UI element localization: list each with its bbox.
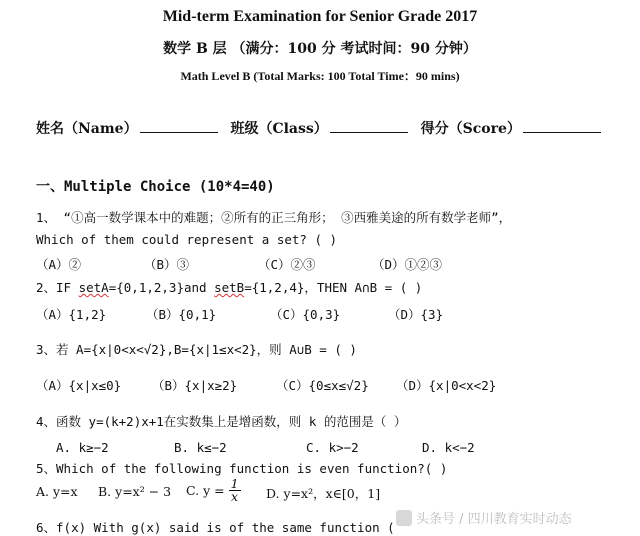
subtitle-english: Math Level B (Total Marks: 100 Total Time：90 mins) (180, 69, 460, 83)
q1-option-c: （C）②③ (258, 257, 316, 272)
name-blank (140, 118, 218, 133)
watermark-text: 头条号 / 四川教育实时动态 (416, 512, 572, 527)
q2-prefix: 2、IF (36, 280, 79, 295)
q5-option-a: A. y=x (36, 484, 78, 499)
q2-setb-value: ={1,2,4} (244, 280, 305, 295)
score-label: 得分（Score） (420, 121, 521, 137)
subtitle-chinese: 数学 B 层 （满分：100 分 考试时间：90 分钟） (163, 41, 477, 57)
q3-option-a: （A）{x|x≤0} (36, 378, 122, 393)
q5-option-b: B. y=x² − 3 (98, 484, 172, 499)
q5-options (36, 478, 556, 512)
q2-line (36, 278, 422, 296)
q2-mid: and (183, 280, 215, 295)
q2-suffix: ，THEN A∩B = ( ) (304, 280, 423, 295)
q5-line: 5、Which of the following function is even function?( ) (36, 461, 448, 476)
q4-line: 4、函数 y=(k+2)x+1在实数集上是增函数，则 k 的范围是（ ） (36, 414, 407, 429)
q1-option-b: （B）③ (144, 257, 190, 272)
student-info-line (36, 118, 609, 138)
q5-fraction-numerator: 1 (230, 476, 239, 491)
q5-option-c-prefix: C. y = (186, 483, 225, 498)
q6-line: 6、f(x) With g(x) said is of the same function ( (36, 520, 395, 535)
q5-fraction-denominator: x (231, 489, 239, 504)
q1-line2: Which of them could represent a set? ( ) (36, 232, 338, 247)
q1-option-a: （A）② (36, 257, 82, 272)
name-label: 姓名（Name） (36, 121, 138, 137)
score-blank (523, 118, 601, 133)
q3-option-c: （C）{0≤x≤√2} (276, 378, 369, 393)
q4-option-d: D. k<−2 (422, 440, 475, 455)
q5-fraction (229, 478, 241, 503)
q5-option-d: D. y=x²，x∈[0，1] (266, 486, 381, 501)
class-blank (330, 118, 408, 133)
section-heading: 一、Multiple Choice (10*4=40) (36, 179, 275, 195)
q1-option-d: （D）①②③ (372, 257, 443, 272)
q3-option-d: （D）{x|0<x<2} (396, 378, 497, 393)
q4-option-b: B. k≤−2 (174, 440, 227, 455)
exam-title: Mid-term Examination for Senior Grade 2017 (162, 8, 478, 25)
q2-option-d: （D）{3} (388, 307, 444, 322)
q4-option-a: A. k≥−2 (56, 440, 109, 455)
q2-option-b: （B）{0,1} (146, 307, 217, 322)
q3-line: 3、若 A={x|0<x<√2},B={x|1≤x<2}，则 A∪B = ( ) (36, 342, 357, 357)
watermark (396, 508, 572, 527)
q3-option-b: （B）{x|x≥2} (152, 378, 238, 393)
q2-seta-label: setA (78, 280, 109, 295)
q5-option-c (186, 478, 241, 503)
q2-seta-value: ={0,1,2,3} (108, 280, 184, 295)
q2-setb-label: setB (214, 280, 245, 295)
q4-option-c: C. k>−2 (306, 440, 359, 455)
toutiao-logo-icon (396, 510, 412, 526)
q2-option-a: （A）{1,2} (36, 307, 107, 322)
class-label: 班级（Class） (230, 121, 328, 137)
q1-line1: 1、 “①高一数学课本中的难题；②所有的正三角形； ③西雅美途的所有数学老师”， (36, 210, 512, 225)
q2-option-c: （C）{0,3} (270, 307, 341, 322)
